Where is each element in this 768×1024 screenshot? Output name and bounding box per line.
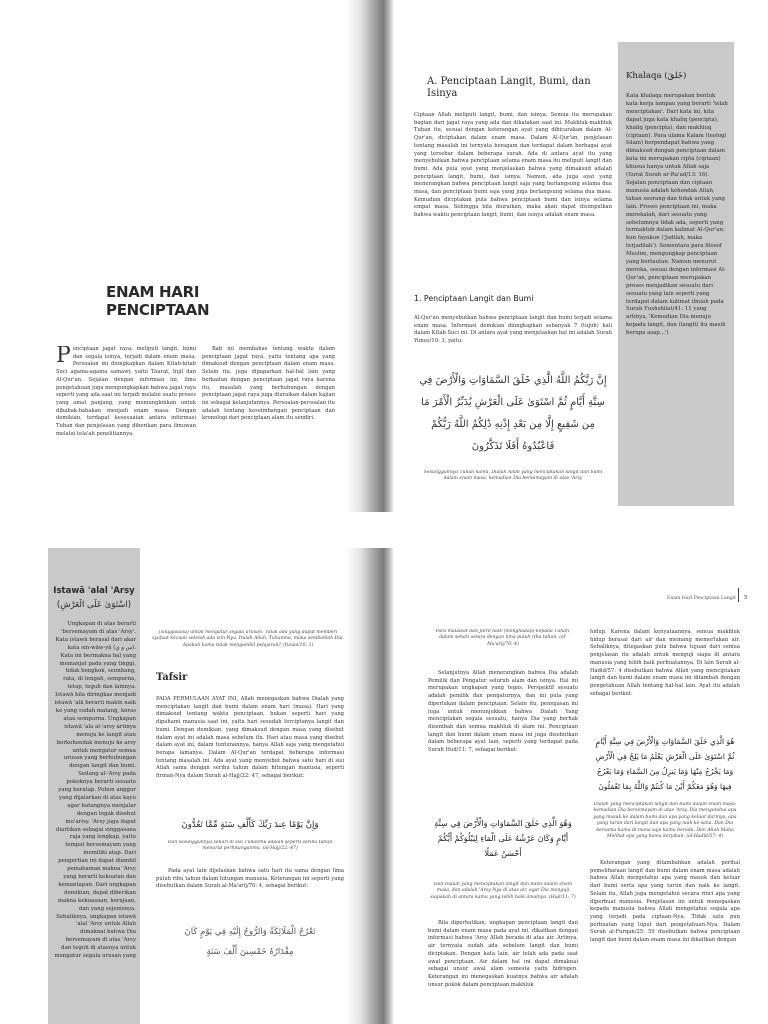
- sidebar-body-2: Ungkapan di atas berarti 'bersemayam di atas 'Arsy'. Kata istawā berasal dari akar kata sin-wāw-yā (س و ي). Kata ini bermakna hal yang memanjat pada yang tinggi, tidak bengkok, seimbang, rata, di tengah, sempurna, tetap, teguh dan lainnya. Istawā bila diringkas menjadi istawā 'alā berarti makin naik ke yang sudah matang, keras atau sempurna. Ungkapan istawā 'ala al-'arsy artinya menuju ke langit atau berkehendak menuju ke arsy untuk mengatur semua urusan yang berhubungan dengan langit dan bumi. Sedang al-'Arsy pada pokoknya berarti sesuatu yang beratap. Pohon anggur yang dijalarkan di atas kayu agar batangnya menjalar dengan tegak disebut mu'arisy. 'Arsy juga dapat diartikan sebagai singgasana raja yang lengkap, yaitu tempat bersemayam yang memiliki atap. Dari pengertian ini dapat diambil pemahaman makna 'Arsy yang berarti kekuatan dan kemantapan. Dari ungkapan demikian, dapat diberikan makna kekuasaan, kerajaan, dan yang sejenisnya. Sebaliknya, ungkapan istawā 'alal 'Arsy untuk Allah dimaknai bahwa Dia bersemayam di atas 'Arsy dan teguh di atasnya untuk mengatur segala urusan yang: [54, 621, 136, 960]
- verse-translation: Sesungguhnya Tuhan kamu, Dialah Allah yang menciptakan langit dan bumi dalam enam masa, kemudian Dia bersemayam di atas 'Arsy: [423, 470, 603, 482]
- tafsir-title: Tafsir: [156, 672, 188, 683]
- top-right-page: [394, 0, 768, 512]
- column1-arabic-verse: وَهُوَ الَّذِي خَلَقَ السَّمَاوَاتِ وَالْأَرْضَ فِي سِتَّةِ أَيَّامٍ وَكَانَ عَرْشُهُ عَلَى الْمَاءِ لِيَبْلُوَكُمْ أَيُّكُمْ أَحْسَنُ عَمَلًا: [434, 819, 572, 858]
- glossary-sidebar-2: [48, 548, 140, 1024]
- bottom-right-page: [394, 548, 768, 1024]
- glossary-sidebar: [618, 42, 734, 506]
- chapter-title: ENAM HARI PENCIPTAAN: [106, 283, 210, 319]
- section-body: Ciptaan Allah meliputi langit, bumi, dan isinya. Semua itu merupakan bagian dari jagat raya yang ada dan dikatakan saat ini. Makhluk-makhluk Tuhan itu, sesuai dengan keterangan ayat yang dibicarakan dalam Al-Qur'an, diciptakan dalam enam masa. Dalam Al-Qur'an, penjelasan tentang masalah ini ternyata beragam dan terdapat dalam berbagai ayat yang tersebar dalam beberapa surah. Ada di antara ayat itu yang menyebutkan bahwa penciptaan selama enam masa itu meliputi langit dan bumi. Ada pula ayat yang menjelaskan bahwa yang dimaksud adalah penciptaan langit, bumi, dan isinya. Namun, ada juga ayat yang menerangkan bahwa penciptaan langit saja yang berlangsung selama dua masa, dan penciptaan bumi saja yang juga berlangsung selama dua masa. Kemudian diciptakan pula bahwa penciptaan bumi dan isinya selama empat masa. Sehingga bila diuraikan, maka akan dapat disimpulkan bahwa waktu penciptaan langit, bumi, dan isinya adalah enam masa.: [414, 112, 612, 219]
- intro-text-1: enciptaan jagat raya, meliputi langit, bumi dan segala isinya, terjadi dalam enam masa. Persoalan ini diungkapkan dalam Kitab-kitab Suci agama-agama samawi, yaitu Taurat, Injil dan Al-Qur'an. Sejalan dengan informasi ini, ilmu pengetahuan juga mengungkapkan bahwa jagat raya seperti yang ada saat ini terjadi melalui suatu proses yang amat panjang, yang memungkinkan untuk dibabak-babakan menjadi enam masa. Dengan demikian, terdapat kesesuaian antara informasi Tuhan dan penjelasan yang diberikan para ilmuwan melalui tela'ah penelitiannya.: [56, 346, 196, 437]
- column1-body-1: Selanjutnya Allah menerangkan bahwa Dia adalah Pemilik dan Pengatur seluruh alam dan isinya. Hal ini merupakan ungkapan yang tegas. Perspektif sesuatu adalah pemilik dan pengaturnya, dan ini pula yang diperlukan dalam penciptaan. Selain itu, penegasan ini juga untuk menunjukkan bahwa Dialah Yang menciptakan segala sesuatu, hanya Dia yang berhak disembah dan semua makhluk di alam ini. Penciptaan langit dan bumi dalam enam masa ini juga disebutkan dalam beberapa ayat lain, seperti yang terdapat pada Surah Hud/11: 7, sebagai berikut:: [428, 670, 578, 754]
- intro-column-2: Bab ini membahas tentang waktu dalam penciptaan jagat raya, yaitu tentang apa yang dimaksud dengan penciptaan dalam enam masa. Selain itu, juga dipaparkan hal-hal lain yang berkaitan dengan penciptaan jagat raya karena itu, masalah yang berhubungan dengan penciptaan jagat raya juga diuraikan dalam kajian ini sebagai kelanjutannya. Persoalan-persoalan itu adalah tentang keseimbangan penciptaan dan kronologi dari penciptaan alam itu sendiri.: [202, 346, 335, 422]
- translation-hajj: Dan sesungguhnya sehari di sisi Tuhanmu adalah seperti seribu tahun menurut perhitunganmu. (al-Hajj/22: 47): [167, 840, 333, 852]
- column2-caption: Dialah yang menciptakan langit dan bumi dalam enam masa; kemudian Dia bersemayam di atas 'Arsy. Dia mengetahui apa yang masuk ke dalam bumi dan apa yang keluar darinya, apa yang turun dari langit dan apa yang naik ke sana. Dan Dia bersama kamu di mana saja kamu berada. Dan Allah Maha Melihat apa yang kamu kerjakan. (al-Hadid/57: 4): [593, 802, 737, 840]
- section-title: A. Penciptaan Langit, Bumi, dan Isinya: [427, 76, 591, 99]
- subsection-body: Al-Qur'an menyebutkan bahwa penciptaan langit dan bumi terjadi selama enam masa. Informasi demikian diungkapkan sebanyak 7 (tujuh) kali dalam Kitab Suci ini. Di antara ayat yang menjelaskan hal ini adalah Surah Yunus/10: 3, yaitu:: [414, 315, 612, 345]
- column2-arabic-verse: هُوَ الَّذِي خَلَقَ السَّمَاوَاتِ وَالْأَرْضَ فِي سِتَّةِ أَيَّامٍ ثُمَّ اسْتَوَىٰ عَلَى الْعَرْشِ يَعْلَمُ مَا يَلِجُ فِي الْأَرْضِ وَمَا يَخْرُجُ مِنْهَا وَمَا يَنزِلُ مِنَ السَّمَاءِ وَمَا يَعْرُجُ فِيهَا وَهُوَ مَعَكُمْ أَيْنَ مَا كُنتُمْ وَاللَّهُ بِمَا تَعْمَلُونَ: [595, 737, 735, 791]
- column2-body-1: hidup. Karena dalam kenyataannya, semua makhluk hidup berasal dari air dan memang memerlukan air. Sebaliknya, ditegaskan pula bahwa tujuan dari semua penjelasan itu adalah untuk menguji siapa di antara manusia yang lebih baik perbuatannya. Di lain Surah al-Hadid/57: 4 disebutkan bahwa Allah yang menciptakan langit dan bumi dalam enam masa ini ditambah dengan pengetahuan Allah tentang hal-hal lain. Ayat itu adalah sebagai berikut:: [590, 629, 740, 697]
- arabic-verse-maarij: تَعْرُجُ الْمَلَائِكَةُ وَالرُّوحُ إِلَيْهِ فِي يَوْمٍ كَانَ مِقْدَارُهُ خَمْسِينَ أَلْفَ سَنَةٍ: [184, 927, 316, 957]
- arabic-verse: إِنَّ رَبَّكُمُ اللَّهُ الَّذِي خَلَقَ السَّمَاوَاتِ وَالْأَرْضَ فِي سِتَّةِ أَيَّامٍ ثُمَّ اسْتَوَىٰ عَلَى الْعَرْشِ يُدَبِّرُ الْأَمْرَ مَا مِن شَفِيعٍ إِلَّا مِن بَعْدِ إِذْنِهِ ذَٰلِكُمُ اللَّهُ رَبُّكُمْ فَاعْبُدُوهُ أَفَلَا تَذَكَّرُونَ: [419, 375, 607, 452]
- bottom-gutter-shadow: [346, 548, 394, 1024]
- bottom-left-page: [0, 548, 372, 1024]
- sidebar-title-2: Istawā 'alal 'Arsy: [53, 586, 135, 596]
- sidebar-body: Kata khalaqa merupakan bentuk kata kerja lampau yang berarti 'telah menciptakan'. Dari kata ini, kita dapat juga kata khaliq (pencipta), khaliq (pencipta), dan makhluq (ciptaan). Para ulama Kalam (teologi Islam) berpendapat bahwa yang dimaksud dengan penciptaan dalam kata ini merupakan cipta (ciptaan) khusus hanya untuk Allah saja (Surat Surah ar-Ra'ad/13: 16). Sejalan penciptaan dan ciptaan manusia adalah kehendak Allah, tahan seorang dan tidak untuk yang lain. Proses penciptaan ini, maka merekalah, dari sesuatu yang sebelumnya tidak ada, seperti yang termaktub dalam kalimat Al-Qur'an: kun fayakun ('Jadilah, maka terjadilah'). Sementara para filosof Muslim, mengungkap penciptaan yang bertautan. Namun menurut mereka, sesuai dengan informasi Al-Qur'an, penciptaan merupakan proses menjadikan sesuatu dari sesuatu yang lain seperti yang terdapat dalam kalimat ilmiah pada Surah Fushshilat/41: 11 yang artinya, 'Kemudian Dia menuju kepada langit, dan (langit) itu masih berupa asap...'): [626, 93, 728, 337]
- page-number-rule: [738, 588, 739, 602]
- sidebar-title-arabic: (اسْتَوَىٰ عَلَى الْعَرْشِ): [56, 600, 132, 610]
- column2-body-2: Keterangan yang ditambahkan adalah perihal pemeliharaan langit dan bumi dalam enam masa adalah bahwa Allah mengetahui apa yang masuk dan keluar dari bumi serta apa yang turun dan naik ke langit. Selain itu, Allah juga mengetahui secara rinci apa yang diperbuat manusia. Penjelasan ini untuk menegaskan kepada manusia bahwa Allah mengetahui segala apa yang terjadi pada ciptaan-Nya. Tidak satu pun perbuatan yang luput dari pengetahuan-Nya. Dalam Surah al-Furqan/25: 59 disebutkan bahwa penciptaan langit dan bumi dalam enam masa ini dikaitkan dengan: [590, 860, 740, 944]
- intro-column-1: [56, 346, 196, 472]
- top-left-page: [0, 0, 372, 512]
- top-gutter-shadow: [346, 0, 394, 512]
- drop-cap: P: [56, 346, 71, 368]
- arabic-verse-hajj: وَإِنَّ يَوْمًا عِندَ رَبِّكَ كَأَلْفِ سَنَةٍ مِّمَّا تَعُدُّونَ: [181, 820, 319, 830]
- tafsir-body-2: Pada ayat lain dijelaskan bahwa satu hari itu sama dengan lima puluh ribu tahun dalam hitungan manusia. Keterangan ini seperti yang disebutkan dalam Surah al-Ma'arij/70: 4, sebagai berikut:: [156, 868, 344, 890]
- top-note-maarij: Para malaikat dan Jibril naik (menghadap) kepada Tuhan, dalam sehari setara dengan lima puluh ribu tahun. (al-Ma'arij/70: 4): [435, 629, 571, 647]
- bottom-spread: [0, 548, 768, 1024]
- column1-caption: Dan Dialah yang menciptakan langit dan bumi dalam enam masa, dan adalah 'Arsy-Nya di atas air, agar Dia menguji siapakah di antara kamu yang lebih baik amalnya. (Hud/11: 7): [430, 882, 576, 900]
- sidebar-title: Khalaqa (خَلَقَ): [626, 71, 687, 81]
- running-head: [632, 596, 736, 601]
- running-head-title: Enam Hari Penciptaan Langit: [666, 596, 736, 601]
- tafsir-body-1: PADA PERMULAAN AYAT INI, Allah menegaskan bahwa Dialah yang menciptakan langit dan bumi dalam enam hari (masa). Hari yang dimaksud tentang waktu penciptaan, bukan seperti hari yang dipahami manusia saat ini, yaitu hari sesudah terciptanya langit dan bumi. Dengan demikian, yang dimaksud dengan masa yang disebut dalam ayat ini adalah masa sebelum itu. Hari atau masa yang disebut dalam ayat ini, dalam tuntunannya, hanya Allah saja yang mengetahui berapa lamanya. Dalam Al-Qur'an terdapat beberapa informasi tentang masalah ini. Ada ayat yang menyebut bahwa satu hari di sisi Allah sama dengan seribu tahun dalam hitungan manusia, seperti firman-Nya dalam Surah al-Hajj/22: 47, sebagai berikut:: [156, 696, 344, 780]
- page-number: 5: [744, 595, 748, 601]
- top-note-verse: (singgasana) untuk mengatur segala urusan. Tidak ada yang dapat memberi syafaat kecuali setelah ada izin-Nya. Itulah Allah, Tuhanmu, maka sembahlah Dia. Apakah kamu tidak mengambil pelajaran? (Yunus/10: 3): [152, 630, 344, 648]
- column1-body-2: Bila diperhatikan, ungkapan penciptaan langit dan bumi dalam enam masa pada ayat ini, dikaitkan dengan informasi bahwa 'Arsy Allah berada di atas air. Artinya, air ternyata sudah ada sebelum langit dan bumi diciptakan. Dengan kata lain, air telah ada pada saat awal penciptaan. Air dalam hal ini dapat dimaknai sebagai unsur awal alam semesta yaitu hidrogen. Keterangan ini menegaskan kuatnya bahwa air adalah unsur pokok dalam penciptaan makhluk: [428, 920, 578, 988]
- subsection-title: 1. Penciptaan Langit dan Bumi: [414, 294, 534, 303]
